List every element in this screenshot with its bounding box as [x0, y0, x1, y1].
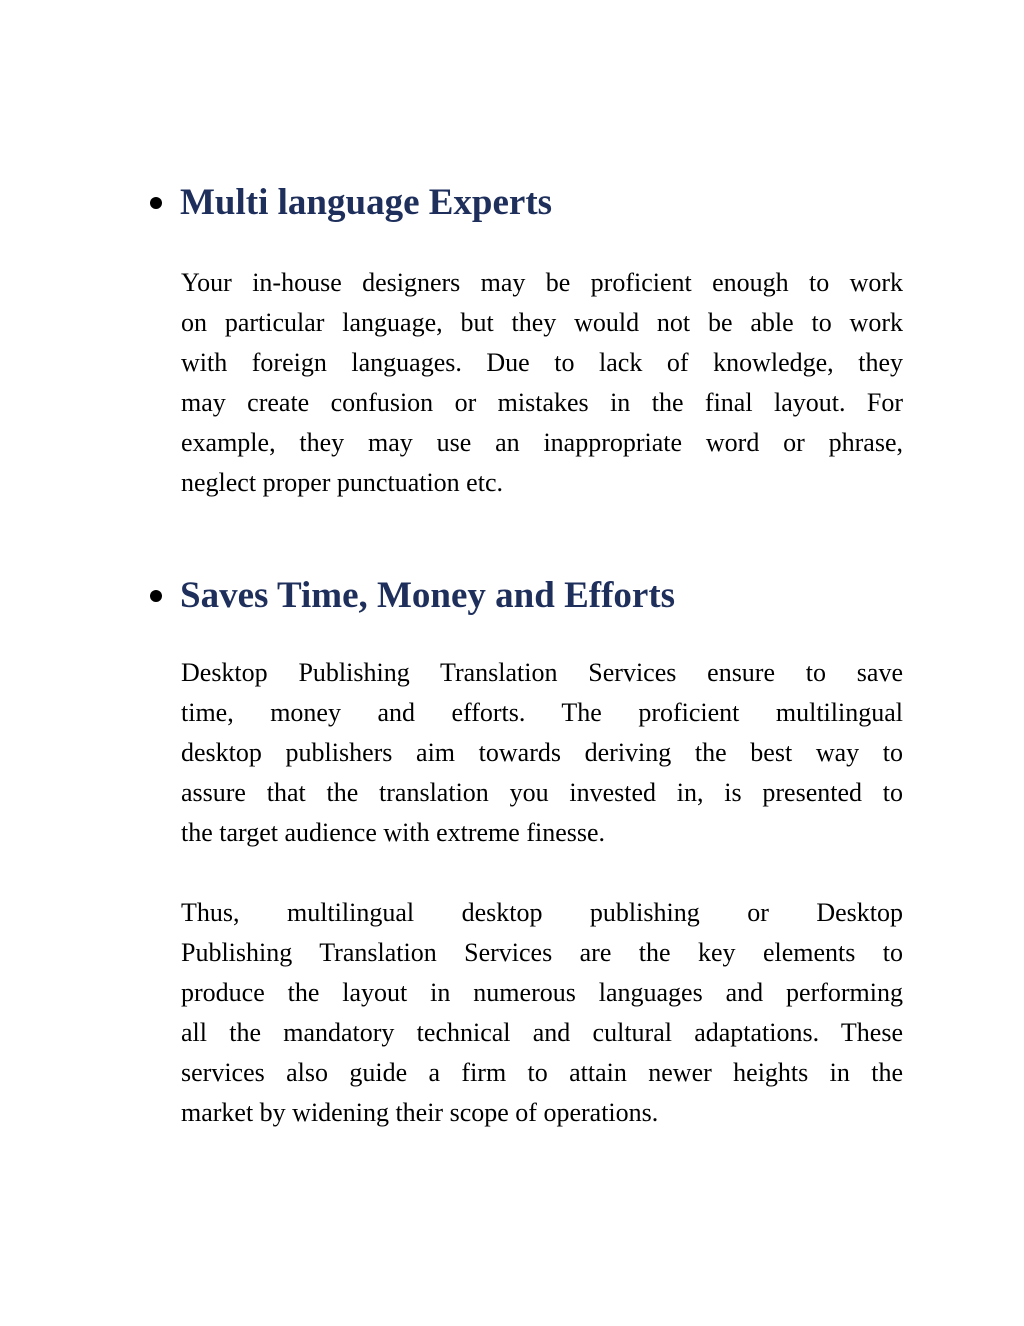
- paragraph-line: Desktop Publishing Translation Services ensure to save: [181, 658, 903, 687]
- paragraph-line: Your in-house designers may be proficient enough to work: [181, 268, 903, 297]
- section-paragraph: [181, 893, 903, 1133]
- paragraph-line: on particular language, but they would not be able to work: [181, 308, 903, 337]
- paragraph-line: market by widening their scope of operations.: [181, 1098, 659, 1127]
- paragraph-line: time, money and efforts. The proficient multilingual: [181, 698, 903, 727]
- paragraph-line: assure that the translation you invested in, is presented to: [181, 778, 903, 807]
- paragraph-line: Publishing Translation Services are the key elements to: [181, 938, 903, 967]
- section-heading: Saves Time, Money and Efforts: [180, 575, 676, 616]
- paragraph-line: example, they may use an inappropriate word or phrase,: [181, 428, 903, 457]
- section-heading: Multi language Experts: [180, 182, 553, 223]
- bullet-icon: [150, 590, 162, 602]
- paragraph-line: with foreign languages. Due to lack of knowledge, they: [181, 348, 903, 377]
- paragraph-line: may create confusion or mistakes in the final layout. For: [181, 388, 903, 417]
- paragraph-line: Thus, multilingual desktop publishing or Desktop: [181, 898, 903, 927]
- section-heading-row-multi-language: [150, 178, 552, 228]
- section-paragraph: [181, 653, 903, 853]
- paragraph-line: all the mandatory technical and cultural adaptations. These: [181, 1018, 903, 1047]
- paragraph-line: neglect proper punctuation etc.: [181, 468, 503, 497]
- section-heading-row-saves-time: [150, 571, 675, 621]
- section-paragraph: [181, 263, 903, 503]
- paragraph-line: produce the layout in numerous languages and performing: [181, 978, 903, 1007]
- paragraph-line: the target audience with extreme finesse.: [181, 818, 606, 847]
- paragraph-line: services also guide a firm to attain newer heights in the: [181, 1058, 903, 1087]
- paragraph-line: desktop publishers aim towards deriving the best way to: [181, 738, 903, 767]
- bullet-icon: [150, 197, 162, 209]
